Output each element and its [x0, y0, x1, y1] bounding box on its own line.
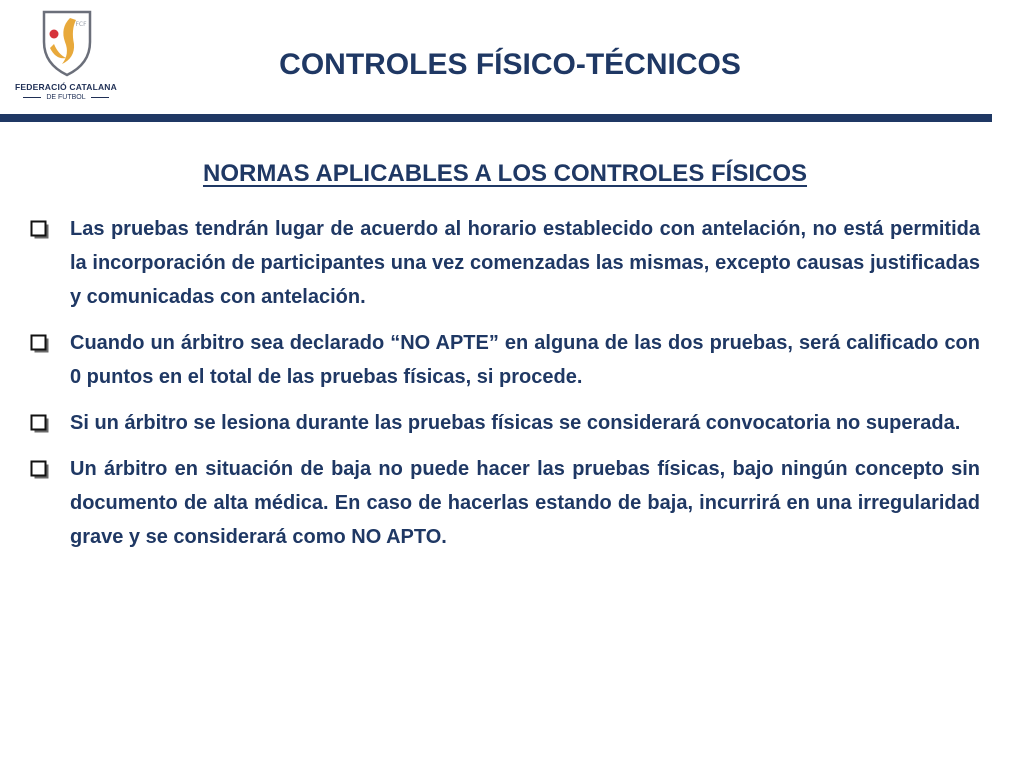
rule-text: Si un árbitro se lesiona durante las pruebas físicas se considerará convocatoria no superada.: [70, 412, 961, 434]
checkbox-square-icon: [30, 334, 50, 354]
shield-logo-icon: [40, 8, 94, 78]
rule-item: [28, 326, 980, 394]
rules-list: [28, 212, 980, 566]
rule-item: [28, 452, 980, 554]
section-heading: NORMAS APLICABLES A LOS CONTROLES FÍSICOS: [202, 160, 808, 187]
checkbox-square-icon: [30, 414, 50, 434]
rule-text: Un árbitro en situación de baja no puede hacer las pruebas físicas, bajo ningún concepto sin documento de alta médica. En caso de hacerlas estando de baja, incurrirá en una irregularidad grave y se considerará como NO APTO.: [70, 458, 980, 548]
logo-badge-text: FCF: [75, 21, 87, 28]
page-title: CONTROLES FÍSICO-TÉCNICOS: [279, 48, 741, 81]
rule-text: Las pruebas tendrán lugar de acuerdo al horario establecido con antelación, no está permitida la incorporación de participantes una vez comenzadas las mismas, excepto causas justificadas y comunicadas con antelación.: [70, 218, 980, 308]
rule-item: [28, 406, 980, 440]
org-name: FEDERACIÓ CATALANA: [15, 82, 117, 92]
rule-item: [28, 212, 980, 314]
rule-text: Cuando un árbitro sea declarado “NO APTE” en alguna de las dos pruebas, será calificado con 0 puntos en el total de las pruebas físicas, si procede.: [70, 332, 980, 388]
fcf-logo: [10, 6, 122, 106]
title-divider: [0, 114, 992, 122]
checkbox-square-icon: [30, 220, 50, 240]
org-subtitle: DE FUTBOL: [10, 94, 122, 101]
checkbox-square-icon: [30, 460, 50, 480]
